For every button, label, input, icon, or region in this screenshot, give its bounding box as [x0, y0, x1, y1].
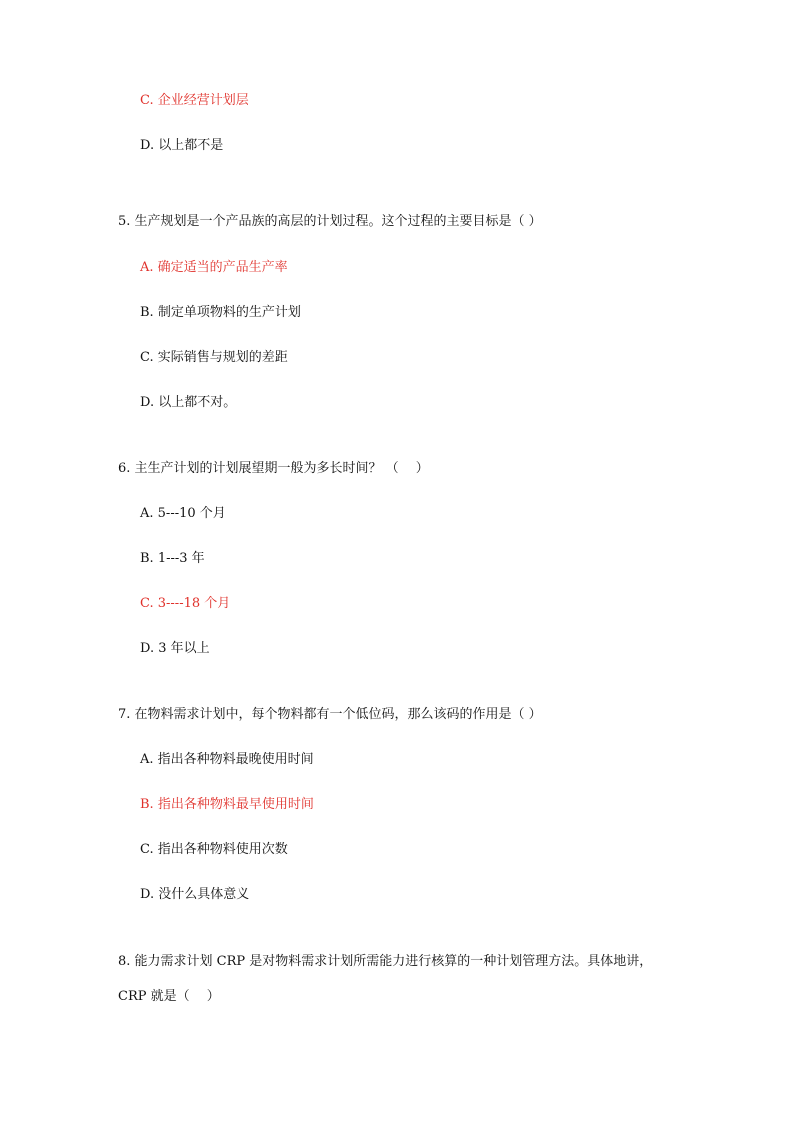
q7-option-c: C. 指出各种物料使用次数: [140, 842, 288, 857]
q4-option-c: C. 企业经营计划层: [140, 93, 249, 108]
q5-option-a: A. 确定适当的产品生产率: [140, 260, 288, 275]
q6-stem: 6. 主生产计划的计划展望期一般为多长时间？ （ ）: [118, 461, 429, 476]
q6-option-a: A. 5---10 个月: [140, 506, 226, 521]
q7-stem: 7. 在物料需求计划中，每个物料都有一个低位码，那么该码的作用是（ ）: [118, 707, 542, 722]
q5-option-b: B. 制定单项物料的生产计划: [140, 305, 301, 320]
q6-option-c: C. 3----18 个月: [140, 596, 231, 611]
q6-option-b: B. 1---3 年: [140, 551, 205, 566]
q5-stem: 5. 生产规划是一个产品族的高层的计划过程。这个过程的主要目标是（ ）: [118, 214, 542, 229]
q5-option-d: D. 以上都不对。: [140, 395, 237, 410]
q7-option-a: A. 指出各种物料最晚使用时间: [140, 752, 314, 767]
q6-option-d: D. 3 年以上: [140, 641, 210, 656]
q5-option-c: C. 实际销售与规划的差距: [140, 350, 288, 365]
q7-option-b: B. 指出各种物料最早使用时间: [140, 797, 314, 812]
q7-option-d: D. 没什么具体意义: [140, 887, 250, 902]
q8-stem-line2: CRP 就是（ ）: [118, 989, 220, 1004]
q4-option-d: D. 以上都不是: [140, 138, 224, 153]
q8-stem-line1: 8. 能力需求计划 CRP 是对物料需求计划所需能力进行核算的一种计划管理方法。具体地讲，: [118, 954, 653, 969]
